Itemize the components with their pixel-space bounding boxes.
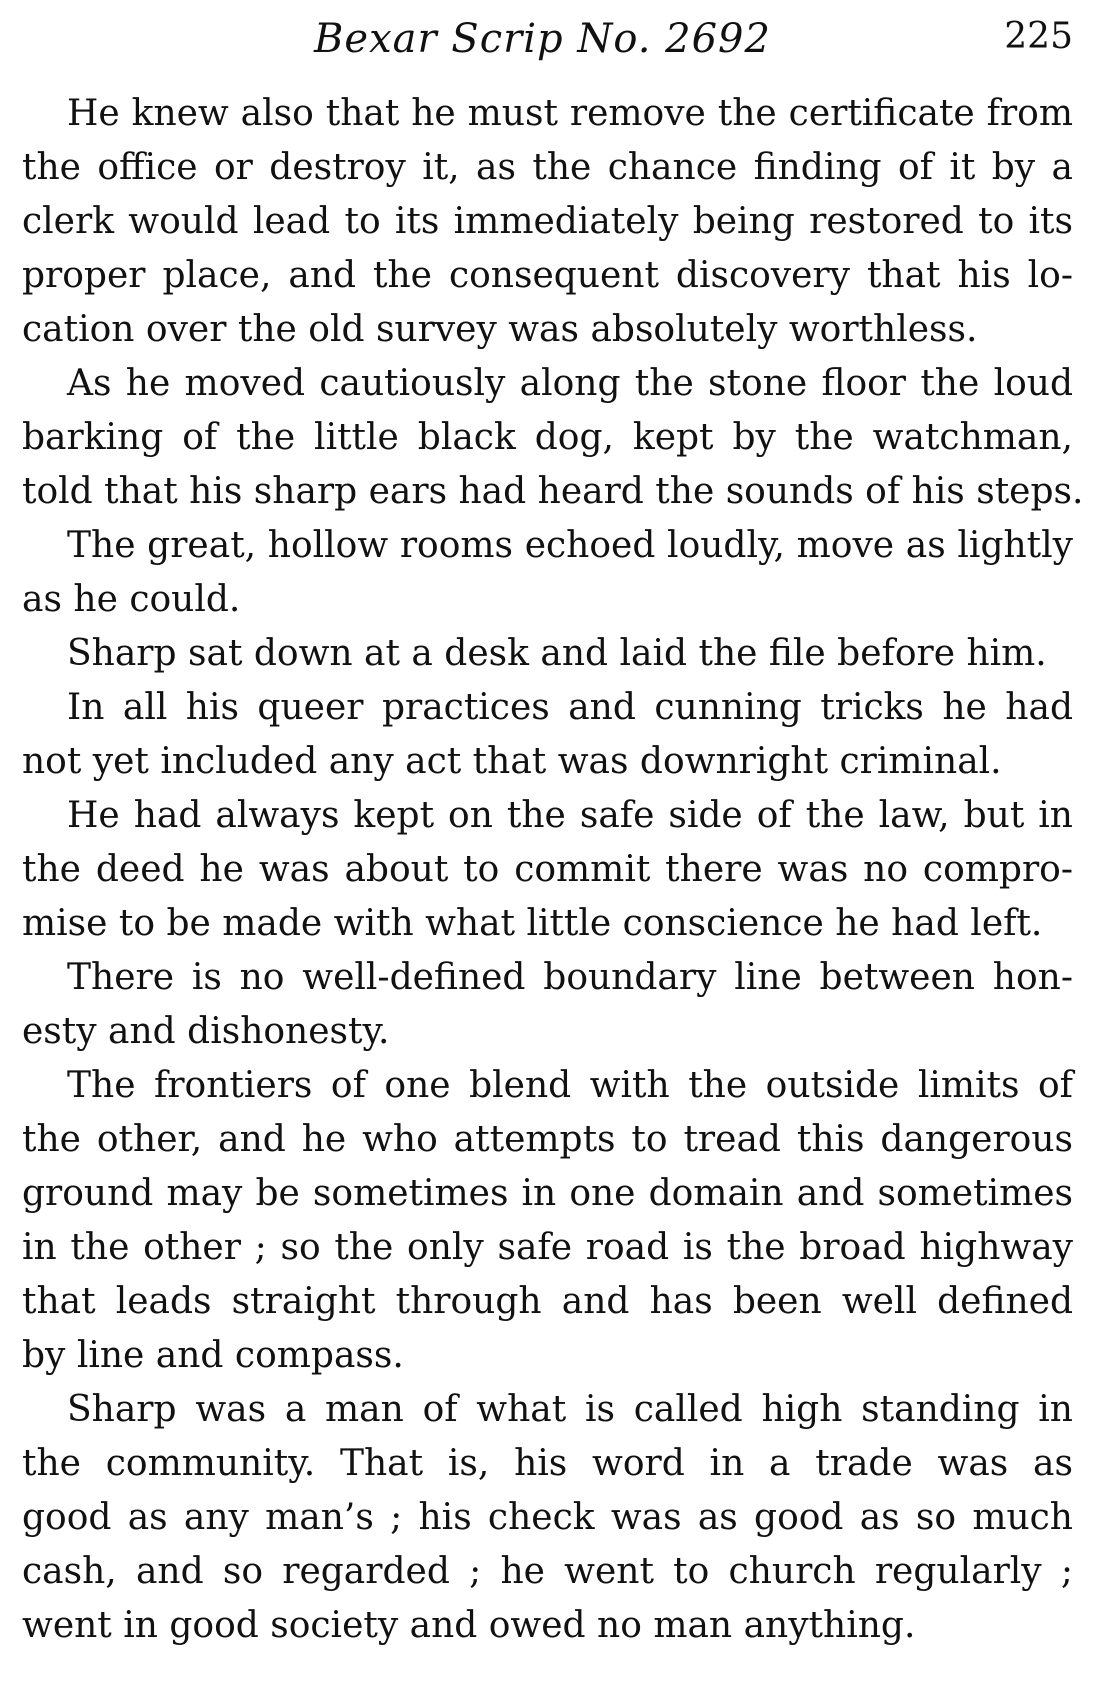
paragraph bbox=[22, 681, 1073, 789]
text-line: that leads straight through and has been well defined bbox=[22, 1281, 1073, 1322]
text-line: the other, and he who attempts to tread this dangerous bbox=[22, 1119, 1073, 1160]
text-line: barking of the little black dog, kept by the watchman, bbox=[22, 417, 1073, 458]
text-line: proper place, and the consequent discovery that his lo- bbox=[22, 255, 1073, 296]
running-title: Bexar Scrip No. 2692 bbox=[314, 16, 771, 62]
paragraph bbox=[22, 357, 1084, 519]
text-line: good as any man’s ; his check was as good as so much bbox=[22, 1497, 1073, 1538]
paragraph bbox=[22, 1383, 1073, 1653]
paragraph bbox=[22, 1059, 1073, 1383]
text-line: Sharp was a man of what is called high standing in bbox=[67, 1389, 1073, 1430]
text-line: not yet included any act that was downright criminal. bbox=[22, 741, 1002, 782]
text-line: went in good society and owed no man anything. bbox=[22, 1605, 916, 1646]
text-line: cation over the old survey was absolutely worthless. bbox=[22, 309, 978, 350]
text-line: in the other ; so the only safe road is the broad highway bbox=[22, 1227, 1073, 1268]
text-line: the deed he was about to commit there was no compro- bbox=[22, 849, 1073, 890]
paragraph bbox=[22, 789, 1073, 951]
text-line: told that his sharp ears had heard the sounds of his steps. bbox=[22, 471, 1084, 512]
paragraph bbox=[22, 87, 1073, 357]
text-line: esty and dishonesty. bbox=[22, 1011, 390, 1052]
paragraph bbox=[22, 519, 1073, 627]
text-line: mise to be made with what little conscience he had left. bbox=[22, 903, 1043, 944]
text-line: the office or destroy it, as the chance finding of it by a bbox=[22, 147, 1073, 188]
text-line: cash, and so regarded ; he went to church regularly ; bbox=[22, 1551, 1073, 1592]
text-line: He knew also that he must remove the certificate from bbox=[67, 93, 1073, 134]
paragraph bbox=[22, 627, 1073, 681]
body-text bbox=[22, 87, 1084, 1653]
text-line: clerk would lead to its immediately being restored to its bbox=[22, 201, 1073, 242]
page-header bbox=[22, 16, 1073, 70]
text-line: He had always kept on the safe side of the law, but in bbox=[67, 795, 1073, 836]
text-line: as he could. bbox=[22, 579, 241, 620]
text-line: the community. That is, his word in a trade was as bbox=[22, 1443, 1073, 1484]
paragraph bbox=[22, 951, 1073, 1059]
text-line: by line and compass. bbox=[22, 1335, 404, 1376]
text-line: Sharp sat down at a desk and laid the file before him. bbox=[67, 633, 1047, 674]
text-line: As he moved cautiously along the stone floor the loud bbox=[67, 363, 1073, 404]
text-line: ground may be sometimes in one domain and sometimes bbox=[22, 1173, 1073, 1214]
text-line: The frontiers of one blend with the outside limits of bbox=[67, 1065, 1073, 1106]
page-number: 225 bbox=[1004, 16, 1073, 57]
text-line: The great, hollow rooms echoed loudly, move as lightly bbox=[67, 525, 1073, 566]
text-line: In all his queer practices and cunning tricks he had bbox=[67, 687, 1073, 728]
text-line: There is no well-defined boundary line between hon- bbox=[67, 957, 1073, 998]
